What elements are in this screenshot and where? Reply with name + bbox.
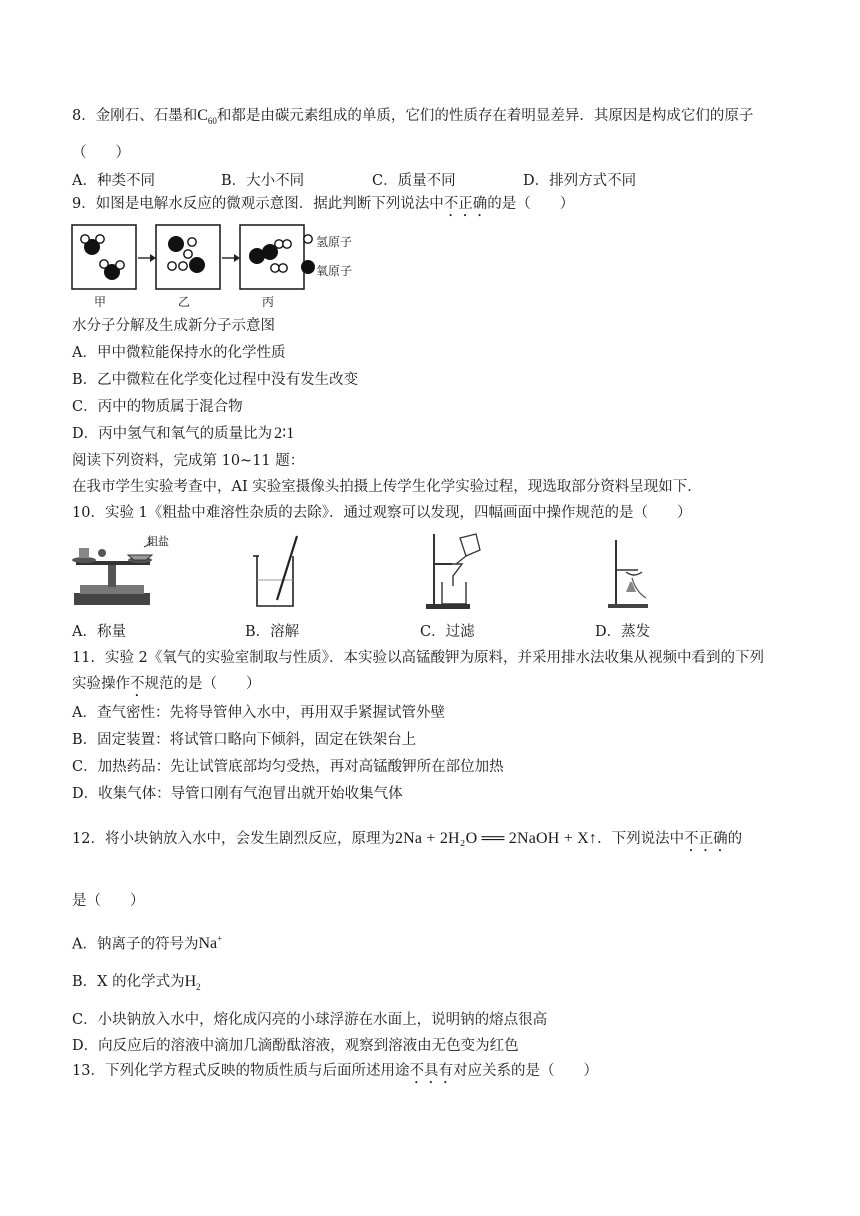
q11-option-c[interactable]: C．加热药品：先让试管底部均匀受热，再对高锰酸钾所在部位加热 bbox=[72, 759, 504, 775]
q12-option-a[interactable]: A．钠离子的符号为Na+ bbox=[72, 934, 223, 953]
c60-formula: $C_{60}$ bbox=[197, 107, 217, 127]
q12-option-c[interactable]: C．小块钠放入水中，熔化成闪亮的小球浮游在水面上，说明钠的熔点很高 bbox=[72, 1012, 548, 1028]
q12-stem-line1: 12．将小块钠放入水中，会发生剧烈反应，原理为2Na + 2H₂O ══ 2NaOH + X↑．下列说法中不正确的 bbox=[72, 830, 743, 847]
q9-option-d[interactable]: D．丙中氢气和氧气的质量比为 2∶1 bbox=[72, 425, 295, 442]
q9-option-a[interactable]: A．甲中微粒能保持水的化学性质 bbox=[72, 345, 286, 361]
q13-emphasis: 不具有 bbox=[409, 1063, 453, 1079]
q12-option-d[interactable]: D．向反应后的溶液中滴加几滴酚酞溶液，观察到溶液由无色变为红色 bbox=[72, 1038, 519, 1054]
q10-stem: 10．实验 1《粗盐中难溶性杂质的去除》．通过观察可以发现，四幅画面中操作规范的是（ ） bbox=[72, 505, 692, 521]
q12-option-b[interactable]: B．X 的化学式为$H_2$ bbox=[72, 973, 201, 993]
q9-emphasis: 不正确 bbox=[443, 196, 488, 212]
q11-emphasis: 不 bbox=[130, 676, 145, 692]
label-yi: 乙 bbox=[178, 295, 191, 309]
box-jia bbox=[72, 225, 136, 289]
q8-stem-text: 8．金刚石、石墨和 bbox=[72, 108, 198, 124]
q9-option-c[interactable]: C．丙中的物质属于混合物 bbox=[72, 399, 243, 415]
q8-stem bbox=[72, 106, 753, 131]
filtration-image bbox=[422, 530, 492, 612]
q9-stem: 9．如图是电解水反应的微观示意图．据此判断下列说法中不正确的是（ ） bbox=[72, 196, 575, 212]
label-bing: 丙 bbox=[262, 295, 275, 309]
sodium-ion: Na+ bbox=[198, 934, 223, 953]
q11-stem-line1: 11．实验 2《氧气的实验室制取与性质》．本实验以高锰酸钾为原料，并采用排水法收集从视频中看到的下列 bbox=[72, 650, 765, 666]
crude-salt-label: 粗盐 bbox=[147, 535, 169, 548]
q12-stem-line2: 是（ ） bbox=[72, 893, 145, 909]
hydrogen-formula: $H_2$ bbox=[184, 973, 201, 993]
q9-caption: 水分子分解及生成新分子示意图 bbox=[72, 318, 275, 334]
beaker-image bbox=[245, 532, 305, 612]
q12-emphasis: 不正确 bbox=[684, 831, 728, 847]
q8-option-b[interactable]: B．大小不同 bbox=[221, 173, 305, 189]
q10-option-c[interactable]: C．过滤 bbox=[420, 624, 475, 640]
reaction-equation: 2Na + 2H₂O ══ 2NaOH + X↑ bbox=[394, 830, 598, 847]
legend-oxygen: 氧原子 bbox=[316, 264, 353, 278]
oxygen-atom-icon bbox=[301, 260, 315, 274]
reading-intro: 阅读下列资料，完成第 10~11 题： bbox=[72, 453, 305, 469]
label-jia: 甲 bbox=[94, 295, 107, 309]
q11-option-d[interactable]: D．收集气体：导管口刚有气泡冒出就开始收集气体 bbox=[72, 786, 403, 802]
legend-hydrogen: 氢原子 bbox=[316, 235, 353, 249]
q9-option-b[interactable]: B．乙中微粒在化学变化过程中没有发生改变 bbox=[72, 372, 359, 388]
q8-option-a[interactable]: A．种类不同 bbox=[72, 173, 155, 189]
q13-stem: 13．下列化学方程式反映的物质性质与后面所述用途不具有对应关系的是（ ） bbox=[72, 1063, 598, 1079]
q8-paren: （ ） bbox=[72, 145, 130, 161]
q8-option-d[interactable]: D．排列方式不同 bbox=[523, 173, 637, 189]
mass-ratio: 2∶1 bbox=[274, 425, 295, 442]
q11-stem-line2: 实验操作不规范的是（ ） bbox=[72, 676, 261, 692]
evaporation-image bbox=[602, 532, 662, 612]
q8-option-c[interactable]: C．质量不同 bbox=[372, 173, 456, 189]
hydrogen-atom-icon bbox=[304, 235, 312, 243]
q11-option-a[interactable]: A．查气密性：先将导管伸入水中，再用双手紧握试管外壁 bbox=[72, 705, 445, 721]
reading-material: 在我市学生实验考查中，AI 实验室摄像头拍摄上传学生化学实验过程，现选取部分资料呈现如下． bbox=[72, 479, 702, 495]
q11-option-b[interactable]: B．固定装置：将试管口略向下倾斜，固定在铁架台上 bbox=[72, 732, 417, 748]
q10-option-b[interactable]: B．溶解 bbox=[245, 624, 300, 640]
q8-stem-text-2: 和都是由碳元素组成的单质，它们的性质存在着明显差异．其原因是构成它们的原子 bbox=[216, 108, 754, 124]
q10-option-d[interactable]: D．蒸发 bbox=[595, 624, 651, 640]
q10-option-a[interactable]: A．称量 bbox=[72, 624, 126, 640]
